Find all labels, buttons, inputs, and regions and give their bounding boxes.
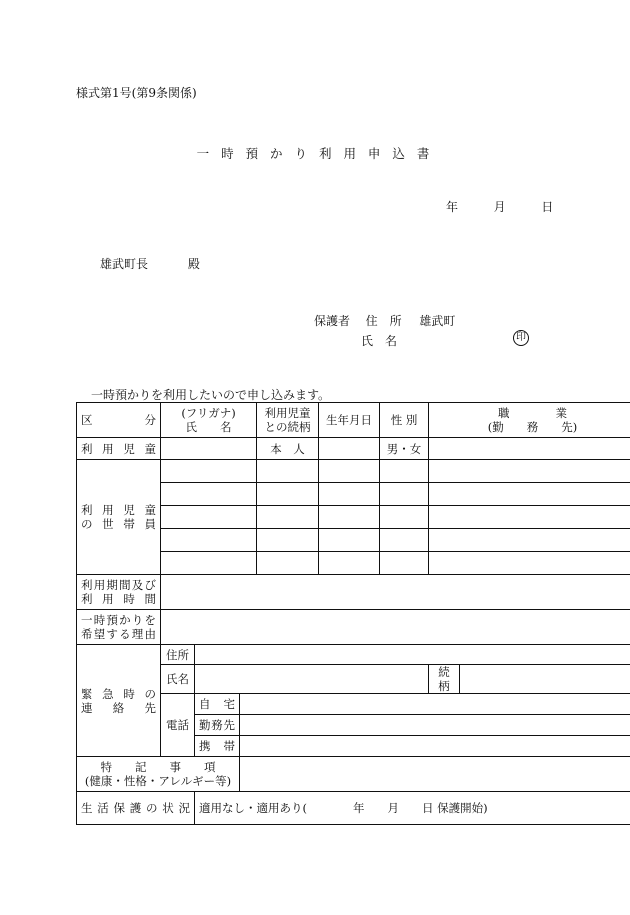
header-furigana: (フリガナ)	[181, 406, 236, 420]
household-row	[77, 529, 630, 552]
period-label-line2: 利 用 時 間	[81, 592, 156, 606]
emergency-name-field[interactable]	[195, 665, 429, 694]
header-name: 氏 名	[185, 420, 232, 434]
header-name-cell	[161, 403, 257, 438]
form-number: 様式第1号(第9条関係)	[76, 86, 197, 100]
welfare-row	[77, 792, 630, 825]
household-name-field[interactable]	[161, 529, 257, 552]
notes-label-line2: (健康・性格・アレルギー等)	[84, 774, 232, 788]
addressee-honorific: 殿	[187, 257, 200, 271]
emergency-label-line1: 緊 急 時 の	[81, 686, 156, 701]
guardian-address-label: 住 所	[365, 314, 402, 328]
household-row	[77, 483, 630, 506]
addressee	[100, 255, 200, 272]
child-sex: 男・女	[380, 438, 429, 460]
period-label-line1: 利用期間及び	[81, 578, 156, 592]
emergency-name-label: 氏名	[161, 665, 195, 694]
header-sex: 性 別	[380, 403, 429, 438]
household-birthdate-field[interactable]	[319, 506, 380, 529]
application-table	[76, 402, 630, 825]
header-birthdate: 生年月日	[319, 403, 380, 438]
child-name-field[interactable]	[161, 438, 257, 460]
intro-text: 一時預かりを利用したいので申し込みます。	[91, 388, 331, 402]
period-field[interactable]	[161, 575, 630, 610]
household-sex-field[interactable]	[380, 552, 429, 575]
emergency-mobile-field[interactable]	[240, 736, 630, 757]
household-label-line1: 利 用 児 童	[81, 503, 156, 517]
household-name-field[interactable]	[161, 460, 257, 483]
date-year: 年	[446, 200, 459, 214]
emergency-home-row	[77, 694, 630, 715]
reason-field[interactable]	[161, 610, 630, 645]
reason-row	[77, 610, 630, 645]
header-occupation-line1: 職 業	[498, 406, 568, 420]
guardian-address-value: 雄武町	[419, 314, 456, 328]
emergency-home-label: 自 宅	[195, 694, 240, 715]
welfare-label: 生 活 保 護 の 状 況	[77, 792, 195, 825]
household-sex-field[interactable]	[380, 506, 429, 529]
household-occupation-field[interactable]	[429, 460, 630, 483]
household-name-field[interactable]	[161, 483, 257, 506]
household-relation-field[interactable]	[257, 552, 319, 575]
household-birthdate-field[interactable]	[319, 483, 380, 506]
household-sex-field[interactable]	[380, 529, 429, 552]
header-category: 区 分	[77, 403, 161, 438]
household-relation-field[interactable]	[257, 483, 319, 506]
period-label	[77, 575, 161, 610]
emergency-work-field[interactable]	[240, 715, 630, 736]
notes-label	[77, 757, 240, 792]
household-label-line2: の 世 帯 員	[81, 517, 156, 531]
notes-row	[77, 757, 630, 792]
addressee-name: 雄武町長	[100, 257, 149, 271]
household-occupation-field[interactable]	[429, 552, 630, 575]
reason-label-line2: 希望する理由	[81, 627, 156, 641]
household-birthdate-field[interactable]	[319, 552, 380, 575]
seal-mark: 印	[513, 330, 529, 346]
household-occupation-field[interactable]	[429, 529, 630, 552]
emergency-label-line2: 連 絡 先	[81, 700, 156, 715]
date-day: 日	[541, 200, 554, 214]
header-occupation-cell	[429, 403, 630, 438]
household-label	[77, 460, 161, 575]
date-month: 月	[493, 200, 506, 214]
child-birthdate-field[interactable]	[319, 438, 380, 460]
period-row	[77, 575, 630, 610]
household-occupation-field[interactable]	[429, 506, 630, 529]
welfare-value[interactable]: 適用なし・適用あり( 年 月 日 保護開始)	[195, 792, 630, 825]
household-row	[77, 506, 630, 529]
header-relation-line1: 利用児童	[264, 406, 311, 420]
child-relation: 本 人	[257, 438, 319, 460]
emergency-name-row	[77, 665, 630, 694]
household-relation-field[interactable]	[257, 460, 319, 483]
emergency-work-label: 勤務先	[195, 715, 240, 736]
child-label: 利 用 児 童	[77, 438, 161, 460]
household-sex-field[interactable]	[380, 460, 429, 483]
household-relation-field[interactable]	[257, 529, 319, 552]
emergency-address-label: 住所	[161, 645, 195, 665]
household-row	[77, 460, 630, 483]
emergency-address-field[interactable]	[195, 645, 630, 665]
date-line	[446, 198, 553, 215]
guardian-label: 保護者	[314, 314, 351, 328]
child-row	[77, 438, 630, 460]
header-row	[77, 403, 630, 438]
household-name-field[interactable]	[161, 552, 257, 575]
household-birthdate-field[interactable]	[319, 529, 380, 552]
header-occupation-line2: (勤 務 先)	[487, 420, 578, 434]
reason-label-line1: 一時預かりを	[81, 613, 156, 627]
household-sex-field[interactable]	[380, 483, 429, 506]
header-relation-line2: との続柄	[264, 420, 311, 434]
notes-field[interactable]	[240, 757, 630, 792]
notes-label-line1: 特 記 事 項	[100, 760, 216, 774]
household-birthdate-field[interactable]	[319, 460, 380, 483]
guardian-name-label: 氏 名	[361, 334, 398, 348]
emergency-label	[77, 645, 161, 757]
emergency-phone-label: 電話	[161, 694, 195, 757]
child-occupation-field[interactable]	[429, 438, 630, 460]
household-row	[77, 552, 630, 575]
household-relation-field[interactable]	[257, 506, 319, 529]
household-name-field[interactable]	[161, 506, 257, 529]
header-relation-cell	[257, 403, 319, 438]
emergency-relation-label: 続柄	[429, 665, 460, 694]
household-occupation-field[interactable]	[429, 483, 630, 506]
emergency-home-field[interactable]	[240, 694, 630, 715]
reason-label	[77, 610, 161, 645]
emergency-address-row	[77, 645, 630, 665]
emergency-relation-field[interactable]	[460, 665, 630, 694]
guardian-address-line	[314, 312, 455, 329]
emergency-mobile-label: 携 帯	[195, 736, 240, 757]
form-title: 一 時 預 か り 利 用 申 込 書	[196, 146, 434, 161]
